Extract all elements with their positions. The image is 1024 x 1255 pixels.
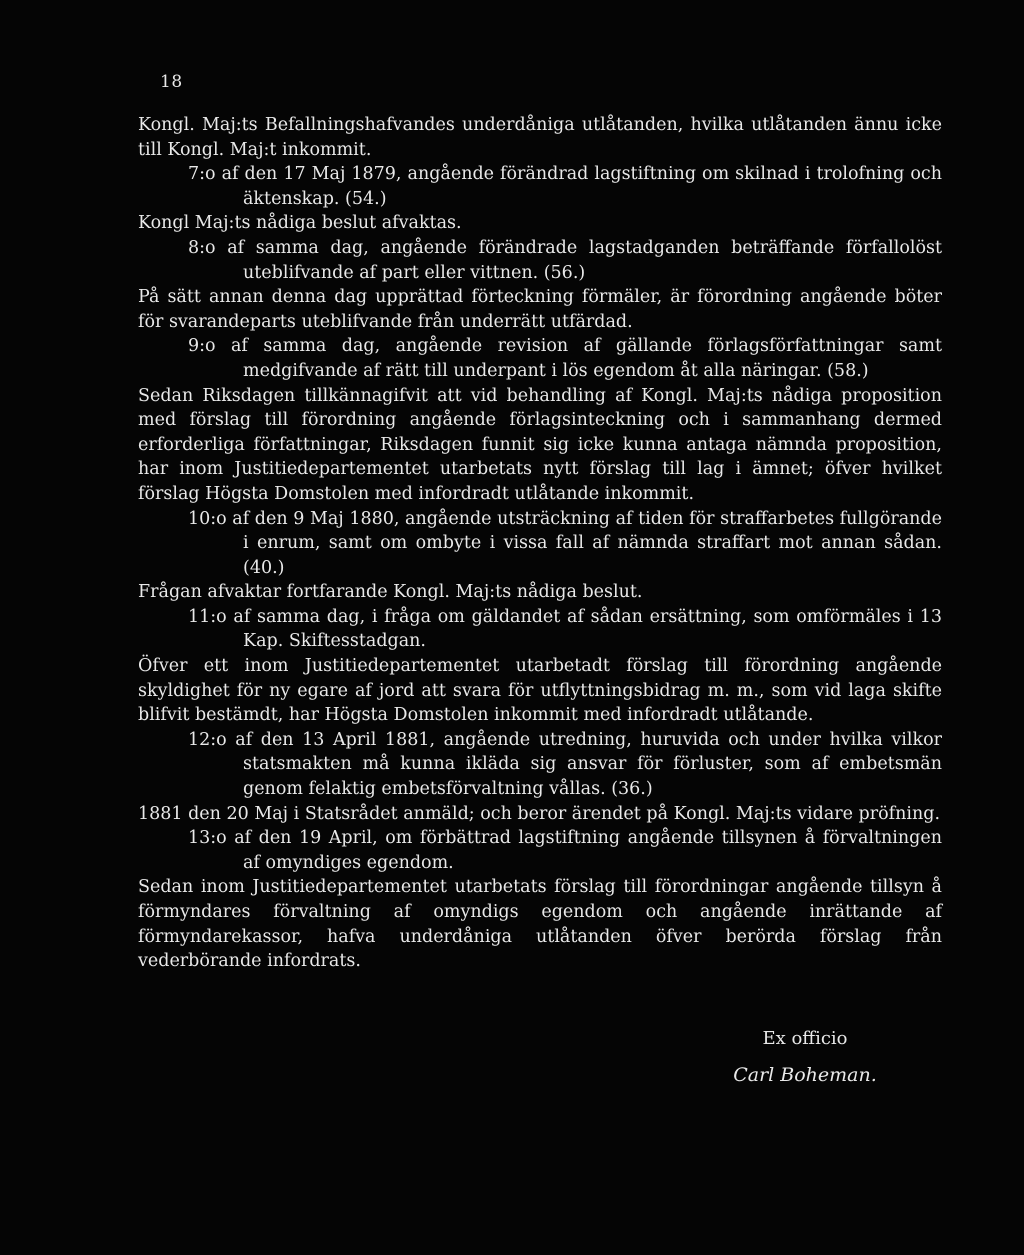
item-9-resolution: Sedan Riksdagen tillkännagifvit att vid behandling af Kongl. Maj:ts nådiga proposition med förslag till förordning angående förlagsinteckning och i sammanhang dermed erforderliga författningar, Riksdagen funnit sig icke kunna antaga nämnda proposition, har inom Justitiedepartementet utarbetats nytt förslag till lag i ämnet; öfver hvilket förslag Högsta Domstolen med infordradt utlåtande inkommit. [138,385,942,504]
item-7-paragraph: 7:o af den 17 Maj 1879, angående förändrad lagstiftning om skilnad i trolofning och äktenskap. (54.) [188,164,942,209]
item-11-paragraph: 11:o af samma dag, i fråga om gäldandet af sådan ersättning, som omförmäles i 13 Kap. Skiftesstadgan. [188,606,942,652]
item-10-resolution: Frågan afvaktar fortfarande Kongl. Maj:ts nådiga beslut. [138,582,643,603]
item-10-paragraph: 10:o af den 9 Maj 1880, angående utsträckning af tiden för straffarbetes fullgörande i enrum, samt om ombyte i vissa fall af nämnda straffart mot annan sådan. (40.) [188,508,942,578]
item-11-resolution: Öfver ett inom Justitiedepartementet utarbetadt förslag till förordning angående skyldighet för ny egare af jord att svara för utflyttningsbidrag m. m., som vid laga skifte blifvit bestämdt, har Högsta Domstolen inkommit med infordradt utlåtande. [138,656,942,726]
item-13-resolution: Sedan inom Justitiedepartementet utarbetats förslag till förordningar angående tillsyn å förmyndares förvaltning af omyndigs egendom och angående inrättande af förmyndarekassor, hafva underdåniga utlåtanden öfver berörda förslag från vederbörande infordrats. [138,877,942,972]
item-8-resolution: På sätt annan denna dag upprättad förteckning förmäler, är förordning angående böter för svarandeparts uteblifvande från underrätt utfärdad. [138,287,942,332]
item-13-paragraph: 13:o af den 19 April, om förbättrad lagstiftning angående tillsynen å förvaltningen af omyndiges egendom. [188,828,942,873]
intro-paragraph: Kongl. Maj:ts Befallningshafvandes underdåniga utlåtanden, hvilka utlåtanden ännu icke till Kongl. Maj:t inkommit. [138,115,942,160]
signature-block [720,1021,890,1093]
item-12-paragraph: 12:o af den 13 April 1881, angående utredning, huruvida och under hvilka vilkor statsmakten må kunna ikläda sig ansvar för förluster, som af embetsmän genom felaktig embetsförvaltning vållas. (36.) [188,729,942,800]
item-7-resolution: Kongl Maj:ts nådiga beslut afvaktas. [138,213,462,234]
signature-title: Ex officio [762,1028,848,1049]
document-body [138,113,942,974]
item-8-paragraph: 8:o af samma dag, angående förändrade lagstadganden beträffande förfallolöst uteblifvande af part eller vittnen. (56.) [188,237,942,283]
page-number: 18 [160,72,183,92]
signature-name: Carl Boheman. [733,1064,877,1086]
item-12-resolution: 1881 den 20 Maj i Statsrådet anmäld; och beror ärendet på Kongl. Maj:ts vidare pröfning. [138,803,941,824]
item-9-paragraph: 9:o af samma dag, angående revision af gällande förlagsförfattningar samt medgifvande af rätt till underpant i lös egendom åt alla näringar. (58.) [188,336,942,381]
